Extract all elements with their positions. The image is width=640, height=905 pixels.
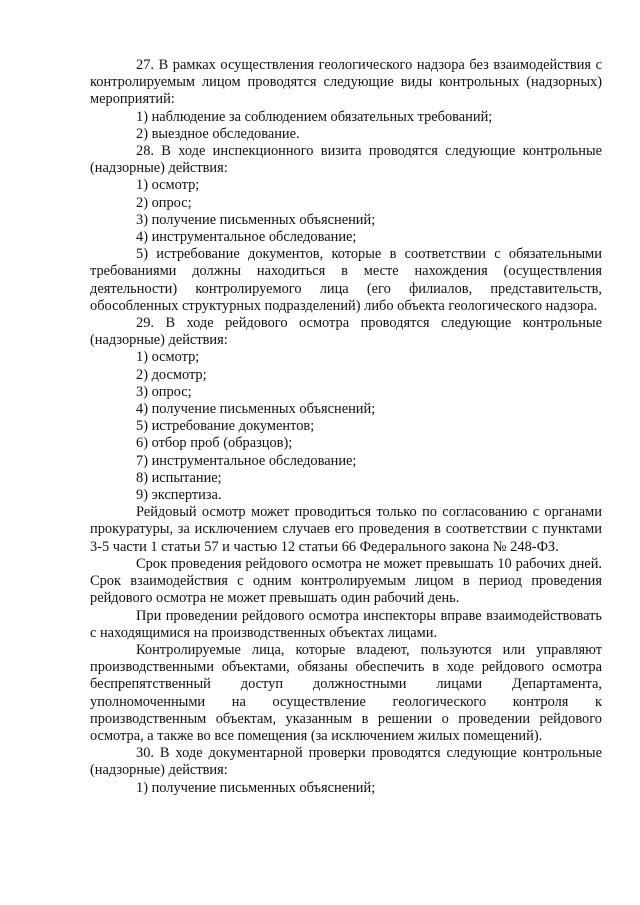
paragraph-28: 28. В ходе инспекционного визита проводятся следующие контрольные (надзорные) действия:: [90, 143, 602, 177]
list-item: 3) опрос;: [136, 383, 192, 400]
paragraph-27: 27. В рамках осуществления геологического надзора без взаимодействия с контролируемым лицом проводятся следующие виды контрольных (надзорных) мероприятий:: [90, 57, 602, 108]
paragraph-raid-agreement: Рейдовый осмотр может проводиться только по согласованию с органами прокуратуры, за исключением случаев его проведения в соответствии с пунктами 3-5 части 1 статьи 57 и частью 12 статьи 66 Федерального закона № 248-ФЗ.: [90, 504, 602, 555]
list-item: 5) истребование документов;: [136, 418, 315, 435]
list-item: 2) опрос;: [136, 194, 192, 211]
paragraph-28-item-5: 5) истребование документов, которые в соответствии с обязательными требованиями должны находиться в месте нахождения (осуществления деятельности) контролируемого лица (его филиалов, представительств, обособленных структурных подразделений) либо объекта геологического надзора.: [90, 246, 602, 314]
paragraph-raid-access: Контролируемые лица, которые владеют, пользуются или управляют производственными объектами, обязаны обеспечить в ходе рейдового осмотра беспрепятственный доступ должностными лицами Департамента, уполномоченными на осуществление геологического контроля к производственным объектам, указанным в решении о проведении рейдового осмотра, а также во все помещения (за исключением жилых помещений).: [90, 641, 602, 744]
list-item: 4) инструментальное обследование;: [136, 229, 357, 246]
document-page: [90, 57, 602, 797]
list-item: 1) осмотр;: [136, 177, 200, 194]
list-item: 9) экспертиза.: [136, 487, 222, 504]
list-item: 6) отбор проб (образцов);: [136, 435, 293, 452]
paragraph-raid-inspectors: При проведении рейдового осмотра инспекторы вправе взаимодействовать с находящимися на производственных объектах лицами.: [90, 607, 602, 641]
list-item: 1) осмотр;: [136, 349, 200, 366]
list-item: 4) получение письменных объяснений;: [136, 401, 376, 418]
list-item: 3) получение письменных объяснений;: [136, 211, 376, 228]
list-item: 7) инструментальное обследование;: [136, 452, 357, 469]
list-item: 1) получение письменных объяснений;: [136, 779, 376, 796]
paragraph-29: 29. В ходе рейдового осмотра проводятся следующие контрольные (надзорные) действия:: [90, 315, 602, 349]
list-item: 8) испытание;: [136, 469, 222, 486]
paragraph-30: 30. В ходе документарной проверки проводятся следующие контрольные (надзорные) действия:: [90, 745, 602, 779]
list-item: 2) досмотр;: [136, 366, 207, 383]
list-item: 2) выездное обследование.: [136, 125, 300, 142]
paragraph-raid-duration: Срок проведения рейдового осмотра не может превышать 10 рабочих дней. Срок взаимодействия с одним контролируемым лицом в период проведения рейдового осмотра не может превышать один рабочий день.: [90, 555, 602, 607]
list-item: 1) наблюдение за соблюдением обязательных требований;: [136, 108, 493, 125]
